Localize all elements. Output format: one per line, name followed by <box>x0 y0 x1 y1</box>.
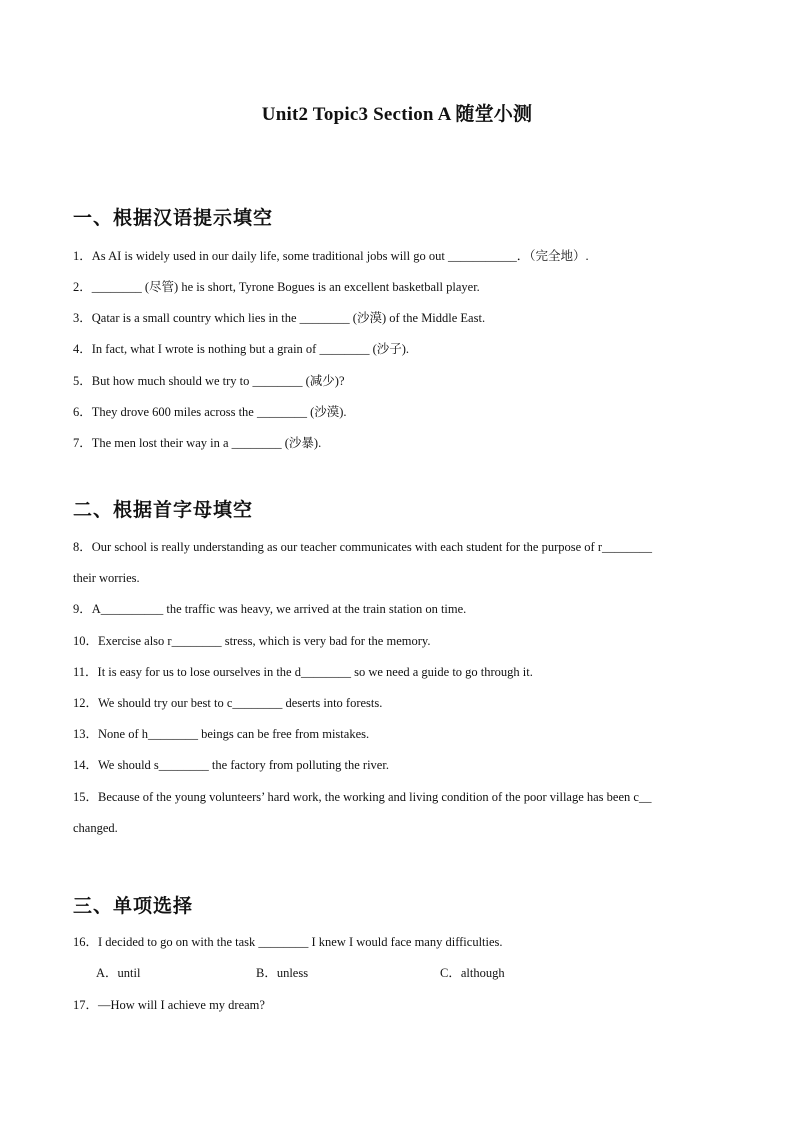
question-4: 4．In fact, what I wrote is nothing but a grain of ________ (沙子). <box>73 342 410 356</box>
question-11: 11．It is easy for us to lose ourselves in the d________ so we need a guide to go through it. <box>73 665 533 679</box>
question-8: 8．Our school is really understanding as our teacher communicates with each student for the purpose of r________ <box>73 540 653 554</box>
section-heading-chinese-hints: 一、根据汉语提示填空 <box>73 207 274 229</box>
question-3: 3．Qatar is a small country which lies in the ________ (沙漠) of the Middle East. <box>73 311 486 325</box>
question-13: 13．None of h________ beings can be free from mistakes. <box>73 727 370 741</box>
question-5: 5．But how much should we try to ________ (减少)? <box>73 374 345 388</box>
question-15: 15．Because of the young volunteers’ hard work, the working and living condition of the poor village has been c__ <box>73 790 652 804</box>
section-heading-multiple-choice: 三、单项选择 <box>73 895 194 917</box>
question-9: 9．A__________ the traffic was heavy, we arrived at the train station on time. <box>73 602 467 616</box>
section-heading-first-letter: 二、根据首字母填空 <box>73 499 254 521</box>
question-14: 14．We should s________ the factory from polluting the river. <box>73 758 389 772</box>
question-8-continued: their worries. <box>73 571 140 585</box>
question-6: 6．They drove 600 miles across the ________ (沙漠). <box>73 405 347 419</box>
question-10: 10．Exercise also r________ stress, which is very bad for the memory. <box>73 634 431 648</box>
question-7: 7．The men lost their way in a ________ (沙暴). <box>73 436 322 450</box>
question-1: 1．As AI is widely used in our daily life, some traditional jobs will go out ___________．（完全地）. <box>73 249 589 263</box>
question-15-continued: changed. <box>73 821 118 835</box>
option-a: A．until <box>96 966 141 980</box>
question-2: 2．________ (尽管) he is short, Tyrone Bogues is an excellent basketball player. <box>73 280 480 294</box>
question-12: 12．We should try our best to c________ deserts into forests. <box>73 696 383 710</box>
question-16: 16．I decided to go on with the task ________ I knew I would face many difficulties. <box>73 935 503 949</box>
option-b: B．unless <box>256 966 309 980</box>
question-17: 17．—How will I achieve my dream? <box>73 998 265 1012</box>
option-c: C．although <box>440 966 505 980</box>
document-title: Unit2 Topic3 Section A 随堂小测 <box>261 104 533 125</box>
